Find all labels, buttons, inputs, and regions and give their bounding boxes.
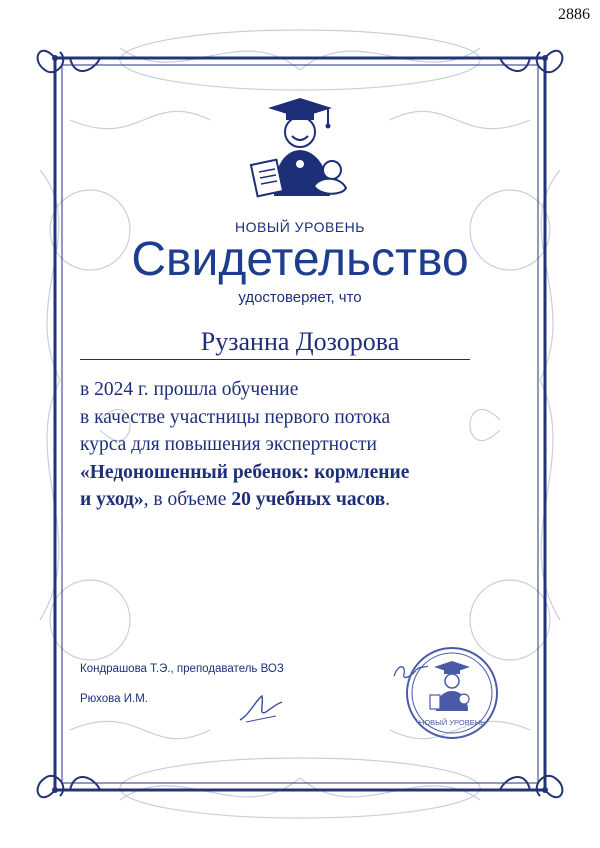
certificate-subtitle: удостоверяет, что: [238, 289, 362, 306]
body-line-final: [80, 486, 520, 514]
organization-name: НОВЫЙ УРОВЕНЬ: [235, 219, 365, 235]
serial-number: 2886: [558, 6, 590, 23]
certificate-title: Свидетельство: [131, 233, 469, 286]
certificate-body: [80, 376, 520, 514]
name-underline: [80, 359, 470, 360]
hours-count: 20 учебных часов: [231, 489, 386, 510]
course-title-line: «Недоношенный ребенок: кормление: [80, 461, 410, 483]
signatory-first: Кондрашова Т.Э., преподаватель ВОЗ: [80, 663, 284, 675]
body-line: в качестве участницы первого потока: [80, 406, 391, 428]
recipient-name: Рузанна Дозорова: [200, 327, 400, 356]
course-title-end: и уход»: [80, 489, 144, 510]
signatory-second: Рюхова И.М.: [80, 693, 148, 705]
volume-text: , в объеме: [143, 489, 232, 510]
period: .: [385, 489, 390, 510]
body-line: в 2024 г. прошла обучение: [80, 379, 299, 400]
handwritten-signature: [236, 690, 286, 726]
body-line: курса для повышения экспертности: [80, 434, 377, 455]
graduate-logo: [248, 96, 353, 216]
organization-stamp: [404, 645, 500, 741]
stamp-text: НОВЫЙ УРОВЕНЬ: [418, 718, 486, 727]
